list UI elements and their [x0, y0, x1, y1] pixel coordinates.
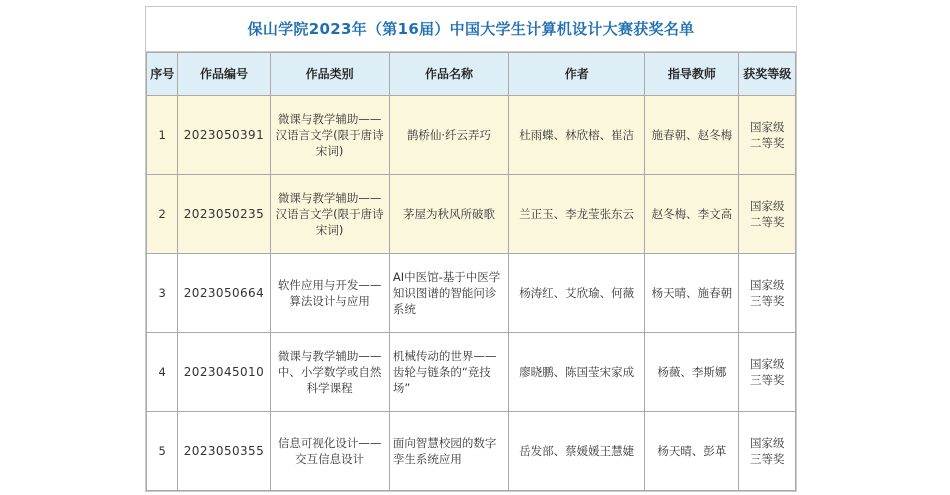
- cell-seq: 3: [147, 254, 178, 333]
- table-header-row: [147, 53, 796, 96]
- cell-teacher: 杨天晴、施春朝: [645, 254, 739, 333]
- table-row: [147, 333, 796, 412]
- cell-prize: 国家级二等奖: [739, 96, 796, 175]
- cell-code: 2023045010: [178, 333, 270, 412]
- table-row: [147, 254, 796, 333]
- header-teacher: 指导教师: [645, 53, 739, 96]
- award-table: [146, 52, 796, 491]
- cell-author: 廖晓鹏、陈国莹宋家成: [509, 333, 645, 412]
- table-row: [147, 175, 796, 254]
- cell-category: 信息可视化设计——交互信息设计: [270, 412, 389, 491]
- header-name: 作品名称: [389, 53, 508, 96]
- header-author: 作者: [509, 53, 645, 96]
- award-list-sheet: [145, 6, 797, 492]
- cell-teacher: 杨天晴、彭革: [645, 412, 739, 491]
- cell-code: 2023050355: [178, 412, 270, 491]
- cell-category: 微课与教学辅助——汉语言文学(限于唐诗宋词): [270, 175, 389, 254]
- cell-teacher: 施春朝、赵冬梅: [645, 96, 739, 175]
- header-seq: 序号: [147, 53, 178, 96]
- cell-teacher: 杨薇、李斯娜: [645, 333, 739, 412]
- cell-name: 机械传动的世界——齿轮与链条的“竞技场”: [389, 333, 508, 412]
- cell-author: 岳发部、蔡媛媛王慧婕: [509, 412, 645, 491]
- cell-seq: 4: [147, 333, 178, 412]
- table-row: [147, 96, 796, 175]
- cell-name: 鹊桥仙·纤云弄巧: [389, 96, 508, 175]
- cell-author: 杨涛红、艾欣瑜、何薇: [509, 254, 645, 333]
- cell-name: 面向智慧校园的数字孪生系统应用: [389, 412, 508, 491]
- cell-prize: 国家级三等奖: [739, 333, 796, 412]
- table-row: [147, 412, 796, 491]
- cell-code: 2023050235: [178, 175, 270, 254]
- cell-code: 2023050664: [178, 254, 270, 333]
- cell-name: 茅屋为秋风所破歌: [389, 175, 508, 254]
- header-code: 作品编号: [178, 53, 270, 96]
- cell-prize: 国家级三等奖: [739, 254, 796, 333]
- cell-name: AI中医馆-基于中医学知识图谱的智能问诊系统: [389, 254, 508, 333]
- cell-teacher: 赵冬梅、李文高: [645, 175, 739, 254]
- cell-seq: 5: [147, 412, 178, 491]
- cell-code: 2023050391: [178, 96, 270, 175]
- cell-category: 微课与教学辅助——汉语言文学(限于唐诗宋词): [270, 96, 389, 175]
- cell-seq: 2: [147, 175, 178, 254]
- cell-prize: 国家级三等奖: [739, 412, 796, 491]
- header-category: 作品类别: [270, 53, 389, 96]
- page-title: 保山学院2023年（第16届）中国大学生计算机设计大赛获奖名单: [146, 7, 796, 52]
- cell-seq: 1: [147, 96, 178, 175]
- cell-prize: 国家级二等奖: [739, 175, 796, 254]
- cell-author: 兰正玉、李龙莹张东云: [509, 175, 645, 254]
- cell-author: 杜雨蝶、林欣榕、崔洁: [509, 96, 645, 175]
- cell-category: 微课与教学辅助——中、小学数学或自然科学课程: [270, 333, 389, 412]
- cell-category: 软件应用与开发——算法设计与应用: [270, 254, 389, 333]
- header-prize: 获奖等级: [739, 53, 796, 96]
